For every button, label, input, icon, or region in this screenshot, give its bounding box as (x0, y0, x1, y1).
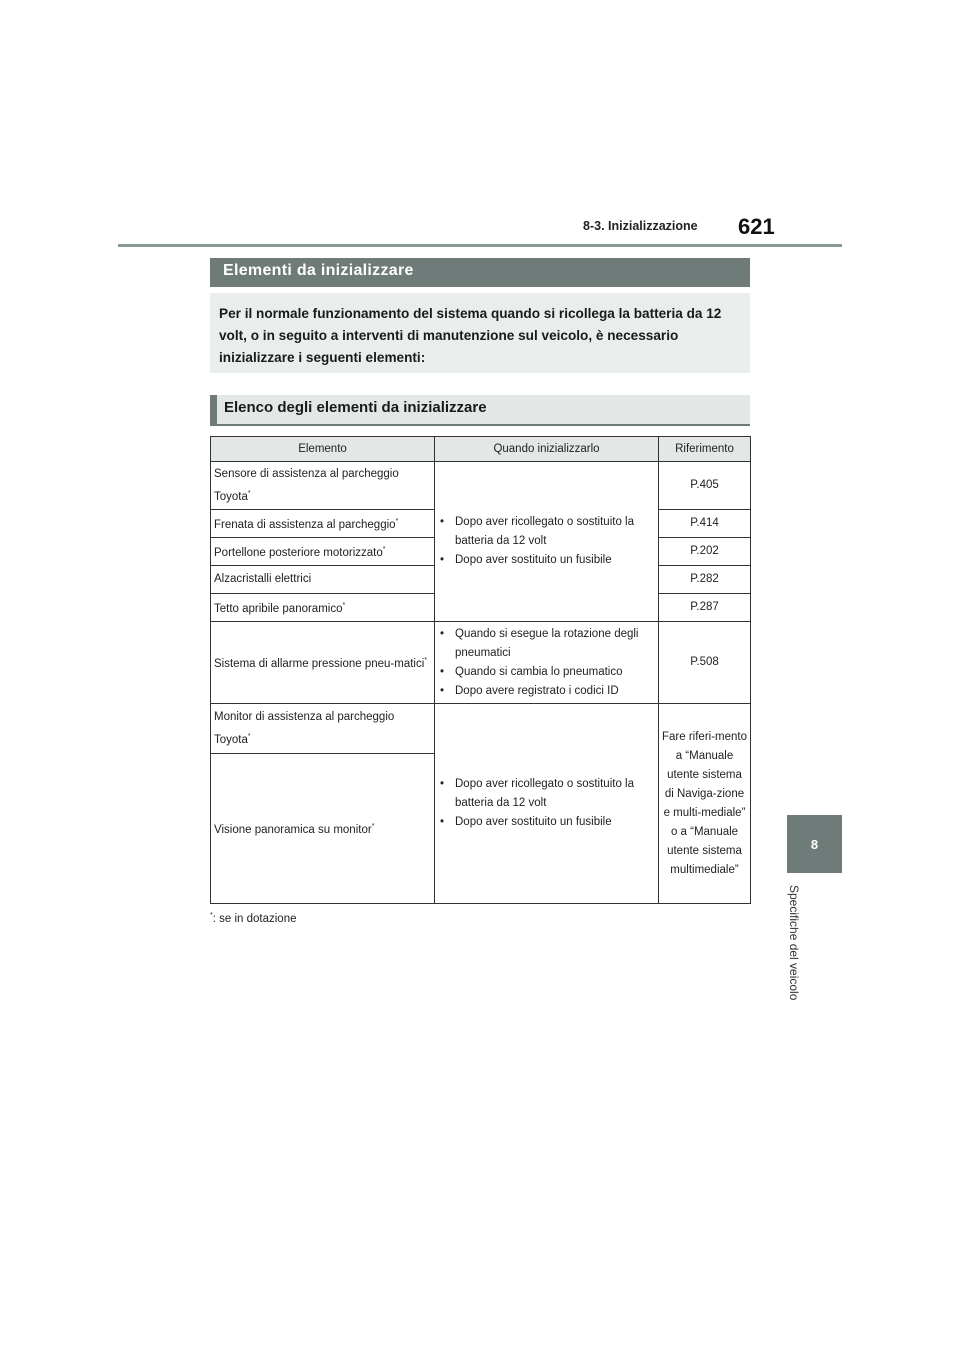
reference-cell: P.508 (659, 622, 751, 704)
subsection-accent-bar (210, 395, 217, 424)
list-item: • Dopo aver ricollegato o sostituito la batteria da 12 volt (440, 516, 634, 547)
asterisk-mark: * (395, 518, 399, 526)
table-header-row (211, 437, 751, 462)
element-cell (211, 594, 435, 622)
list-item: • Quando si cambia lo pneumatico (440, 665, 623, 678)
list-item: • Quando si esegue la rotazione degli pneumatici (440, 627, 639, 659)
asterisk-mark: * (382, 546, 386, 554)
reference-cell: P.405 (659, 462, 751, 510)
header-when: Quando inizializzarlo (435, 437, 659, 462)
element-name: Portellone posteriore motorizzato (214, 546, 383, 559)
section-reference: 8-3. Inizializzazione (583, 219, 698, 233)
list-item: • Dopo aver sostituito un fusibile (440, 816, 612, 828)
chapter-number: 8 (810, 836, 819, 852)
subsection-title: Elenco degli elementi da inizializzare (224, 399, 487, 416)
table-row (211, 622, 751, 704)
element-cell (211, 510, 435, 538)
header-reference: Riferimento (659, 437, 751, 462)
reference-cell: P.287 (659, 594, 751, 622)
element-cell (211, 754, 435, 904)
list-item: • Dopo aver sostituito un fusibile (440, 554, 612, 566)
element-cell (211, 704, 435, 754)
footnote (210, 912, 297, 925)
asterisk-mark: * (371, 823, 375, 831)
asterisk-mark: * (342, 602, 346, 610)
section-title: Elementi da inizializzare (223, 262, 414, 279)
element-name: Sensore di assistenza al parcheggio Toyota (214, 467, 399, 503)
header-rule (118, 244, 842, 247)
footnote-text: : se in dotazione (212, 912, 297, 925)
chapter-tab (787, 815, 842, 873)
table-row (211, 462, 751, 510)
list-item: • Dopo aver ricollegato o sostituito la batteria da 12 volt (440, 778, 634, 809)
asterisk-mark: * (424, 657, 428, 665)
asterisk-mark: * (247, 489, 251, 497)
element-name: Sistema di allarme pressione pneu-matici (214, 657, 425, 670)
reference-cell: P.202 (659, 538, 751, 566)
element-name: Tetto apribile panoramico (214, 602, 343, 615)
reference-cell: P.282 (659, 566, 751, 594)
subsection-rule (210, 424, 750, 426)
element-cell (211, 462, 435, 510)
chapter-label: Specifiche del veicolo (787, 885, 801, 1001)
when-cell (435, 704, 659, 904)
list-item: • Dopo avere registrato i codici ID (440, 684, 619, 697)
reference-cell: P.414 (659, 510, 751, 538)
subsection-title-band (210, 395, 750, 424)
when-cell (435, 622, 659, 704)
intro-box (210, 293, 750, 373)
element-name: Alzacristalli elettrici (214, 573, 312, 585)
section-title-band (210, 258, 750, 287)
intro-text: Per il normale funzionamento del sistema quando si ricollega la batteria da 12 volt, o in seguito a interventi di manutenzione sul veicolo, è necessario inizializzare i seguenti elementi: (219, 306, 722, 365)
when-cell (435, 462, 659, 622)
element-name: Monitor di assistenza al parcheggio Toyota (214, 710, 395, 746)
reference-cell: Fare riferi-mento a “Manuale utente sistema di Naviga-zione e multi-mediale” o a “Manuale utente sistema multimediale” (659, 704, 751, 904)
element-cell (211, 622, 435, 704)
page-number: 621 (738, 214, 775, 239)
asterisk-mark: * (247, 732, 251, 740)
element-name: Frenata di assistenza al parcheggio (214, 518, 396, 531)
element-cell (211, 566, 435, 594)
initialization-table (210, 436, 751, 904)
element-cell (211, 538, 435, 566)
chapter-label-container (787, 885, 807, 1025)
header-element: Elemento (211, 437, 435, 462)
footnote-marker: * (210, 912, 213, 919)
element-name: Visione panoramica su monitor (214, 823, 372, 836)
table-row (211, 704, 751, 754)
